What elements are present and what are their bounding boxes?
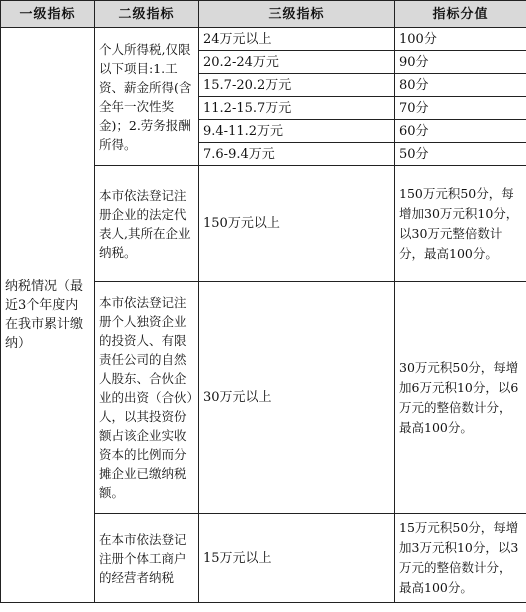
score-value: 30万元积50分，每增加6万元积10分，以6万元的整倍数计分，最高100分。 bbox=[395, 282, 526, 514]
level3-band: 11.2-15.7万元 bbox=[199, 97, 395, 120]
level2-personal-income-tax: 个人所得税,仅限以下项目:1.工资、薪金所得(含全年一次性奖金)；2.劳务报酬所得。 bbox=[95, 28, 199, 166]
score-value: 150万元积50分，每增加30万元积10分，以30万元整倍数计分，最高100分。 bbox=[395, 166, 526, 282]
header-level2: 二级指标 bbox=[95, 1, 199, 28]
level3-band: 30万元以上 bbox=[199, 282, 395, 514]
score-value: 60分 bbox=[395, 120, 526, 143]
header-level3: 三级指标 bbox=[199, 1, 395, 28]
score-value: 90分 bbox=[395, 51, 526, 74]
score-value: 100分 bbox=[395, 28, 526, 51]
header-level1: 一级指标 bbox=[1, 1, 95, 28]
level1-indicator: 纳税情况（最近3个年度内在我市累计缴纳） bbox=[1, 28, 95, 603]
level3-band: 150万元以上 bbox=[199, 166, 395, 282]
level3-band: 15万元以上 bbox=[199, 514, 395, 603]
level3-band: 7.6-9.4万元 bbox=[199, 143, 395, 166]
score-value: 80分 bbox=[395, 74, 526, 97]
level2-individual-business: 在本市依法登记注册个体工商户的经营者纳税 bbox=[95, 514, 199, 603]
header-score: 指标分值 bbox=[395, 1, 526, 28]
level3-band: 24万元以上 bbox=[199, 28, 395, 51]
score-value: 50分 bbox=[395, 143, 526, 166]
level3-band: 20.2-24万元 bbox=[199, 51, 395, 74]
table-row bbox=[1, 28, 526, 51]
score-value: 70分 bbox=[395, 97, 526, 120]
level3-band: 9.4-11.2万元 bbox=[199, 120, 395, 143]
level3-band: 15.7-20.2万元 bbox=[199, 74, 395, 97]
score-value: 15万元积50分，每增加3万元积10分，以3万元的整倍数计分，最高100分。 bbox=[395, 514, 526, 603]
level2-legal-representative: 本市依法登记注册企业的法定代表人,其所在企业纳税。 bbox=[95, 166, 199, 282]
level2-investor-shareholder: 本市依法登记注册个人独资企业的投资人、有限责任公司的自然人股东、合伙企业的出资（合伙）人，以其投资份额占该企业实收资本的比例而分摊企业已缴纳税额。 bbox=[95, 282, 199, 514]
header-row bbox=[1, 1, 526, 28]
